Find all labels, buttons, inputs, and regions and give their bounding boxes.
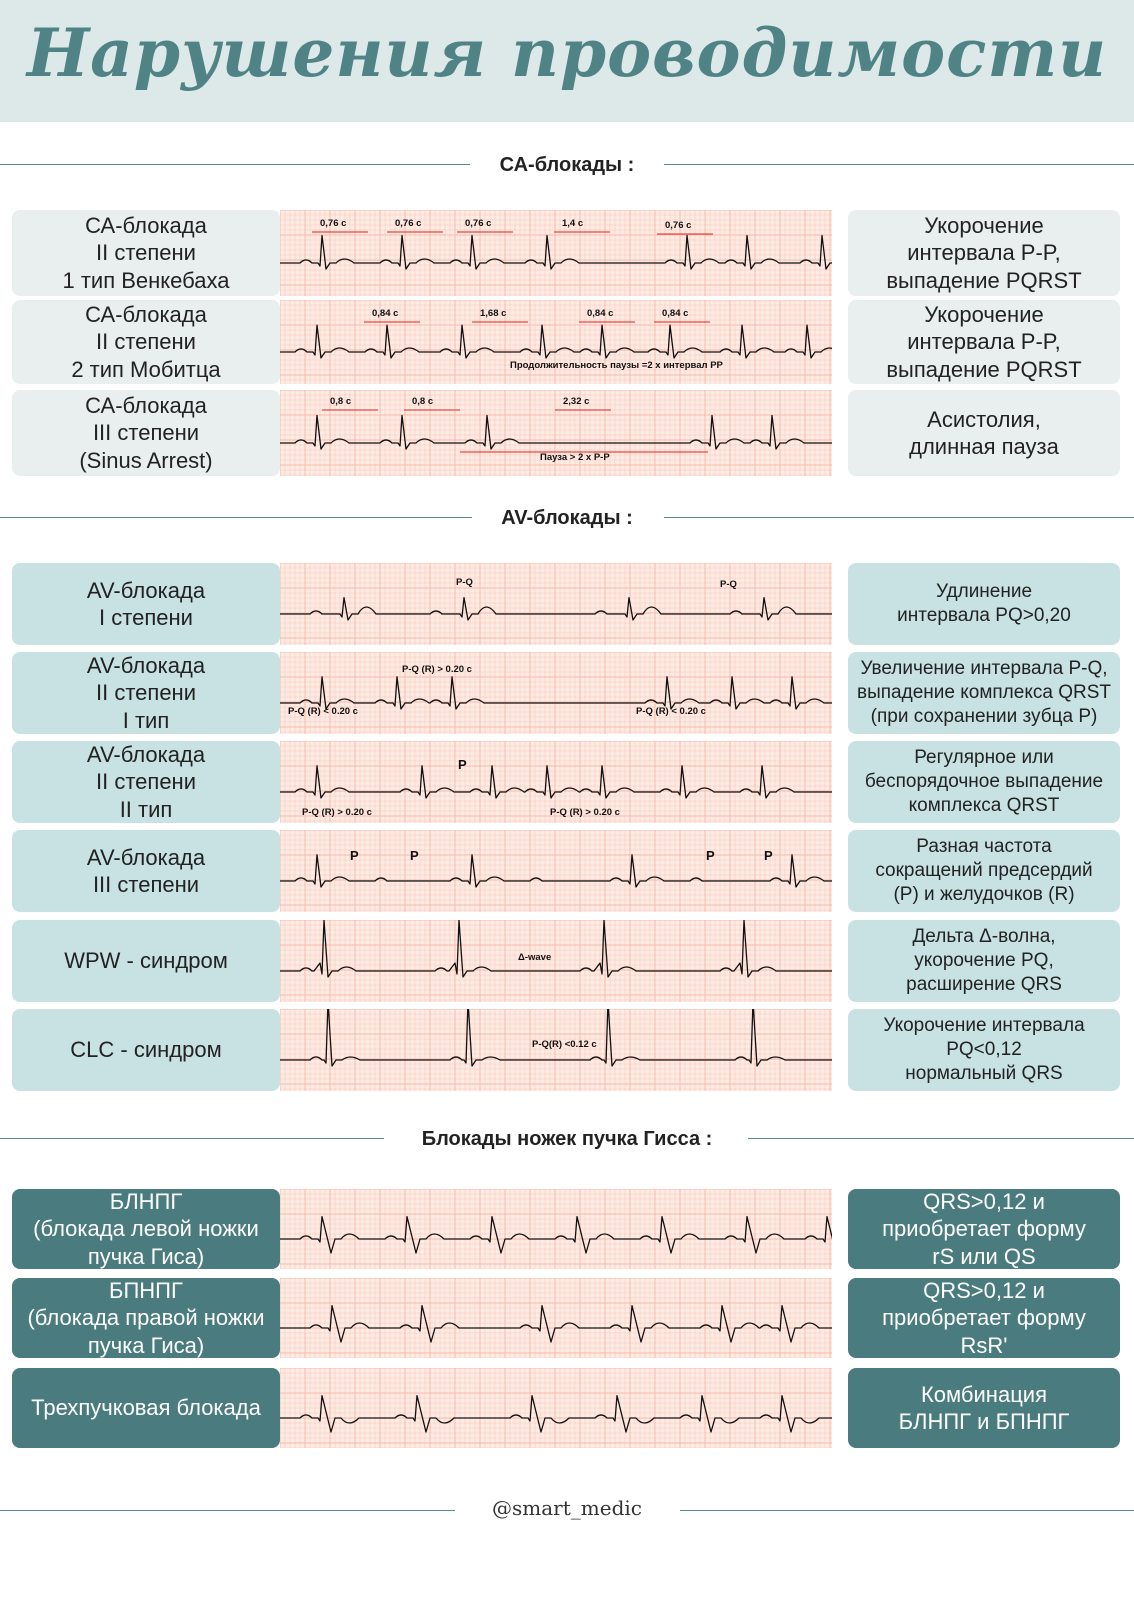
row-label: Трехпучковая блокада <box>12 1368 280 1448</box>
ecg-annotation: 1,68 с <box>480 308 507 319</box>
ecg-strip <box>280 563 832 645</box>
row-label: СА-блокада II степени 2 тип Мобитца <box>12 300 280 384</box>
ecg-strip <box>280 830 832 912</box>
ecg-annotation: 0,84 с <box>372 308 399 319</box>
ecg-annotation: Пауза > 2 х Р-Р <box>540 452 610 463</box>
ecg-strip <box>280 210 832 296</box>
ecg-annotation: 0,8 с <box>412 396 434 407</box>
ecg-strip <box>280 390 832 476</box>
ecg-annotation: P-Q <box>720 579 737 590</box>
row-description: QRS>0,12 и приобретает форму rS или QS <box>848 1189 1120 1269</box>
ecg-annotation: P <box>410 848 419 863</box>
row-2 <box>12 300 1120 384</box>
ecg-annotation: 0,76 с <box>665 220 692 231</box>
ecg-strip <box>280 1278 832 1358</box>
section-header-sa <box>0 150 1134 180</box>
row-9 <box>12 1009 1120 1091</box>
ecg-annotation: P-Q (R) < 0.20 c <box>288 706 358 717</box>
row-label: WPW - синдром <box>12 920 280 1002</box>
row-10 <box>12 1189 1120 1269</box>
ecg-strip <box>280 1009 832 1091</box>
ecg-annotation: 0,8 с <box>330 396 352 407</box>
ecg-annotation: Δ-wave <box>518 952 552 963</box>
row-label: БЛНПГ (блокада левой ножки пучка Гиса) <box>12 1189 280 1269</box>
section-header-av <box>0 503 1134 533</box>
row-label: AV-блокада III степени <box>12 830 280 912</box>
ecg-annotation: P-Q (R) < 0.20 c <box>636 706 706 717</box>
row-description: Дельта Δ-волна, укорочение PQ, расширение QRS <box>848 920 1120 1002</box>
ecg-annotation: 1,4 с <box>562 218 584 229</box>
row-label: AV-блокада II степени I тип <box>12 652 280 734</box>
row-description: Разная частота сокращений предсердий (Р) и желудочков (R) <box>848 830 1120 912</box>
ecg-strip <box>280 652 832 734</box>
ecg-annotation: P <box>458 757 467 772</box>
row-description: Удлинение интервала PQ>0,20 <box>848 563 1120 645</box>
ecg-strip <box>280 920 832 1002</box>
ecg-annotation: 0,76 с <box>465 218 492 229</box>
row-description: Регулярное или беспорядочное выпадение комплекса QRST <box>848 741 1120 823</box>
row-label: AV-блокада I степени <box>12 563 280 645</box>
ecg-annotation: P <box>764 848 773 863</box>
ecg-annotation: 0,76 с <box>320 218 347 229</box>
row-description: Комбинация БЛНПГ и БПНПГ <box>848 1368 1120 1448</box>
row-1 <box>12 210 1120 296</box>
row-12 <box>12 1368 1120 1448</box>
ecg-annotation: 0,84 с <box>662 308 689 319</box>
ecg-annotation: 0,76 с <box>395 218 422 229</box>
row-6 <box>12 741 1120 823</box>
ecg-annotation: P <box>706 848 715 863</box>
ecg-annotation: P-Q (R) > 0.20 c <box>302 807 372 818</box>
row-7 <box>12 830 1120 912</box>
ecg-annotation: P-Q (R) > 0.20 c <box>402 664 472 675</box>
ecg-strip <box>280 1368 832 1448</box>
row-5 <box>12 652 1120 734</box>
row-4 <box>12 563 1120 645</box>
row-description: QRS>0,12 и приобретает форму RsR' <box>848 1278 1120 1358</box>
row-description: Укорочение интервала P-P, выпадение PQRST <box>848 210 1120 296</box>
section-title-bundle: Блокады ножек пучка Гисса : <box>408 1128 727 1151</box>
row-3 <box>12 390 1120 476</box>
ecg-strip <box>280 1189 832 1269</box>
row-8 <box>12 920 1120 1002</box>
row-label: БПНПГ (блокада правой ножки пучка Гиса) <box>12 1278 280 1358</box>
row-label: CLC - синдром <box>12 1009 280 1091</box>
ecg-annotation: 2,32 с <box>563 396 590 407</box>
row-11 <box>12 1278 1120 1358</box>
row-description: Асистолия, длинная пауза <box>848 390 1120 476</box>
row-label: AV-блокада II степени II тип <box>12 741 280 823</box>
ecg-annotation: Продолжительность паузы =2 х интервал РР <box>510 360 723 371</box>
row-label: СА-блокада II степени 1 тип Венкебаха <box>12 210 280 296</box>
section-title-av: AV-блокады : <box>487 507 647 530</box>
ecg-strip <box>280 300 832 384</box>
row-description: Укорочение интервала PQ<0,12 нормальный QRS <box>848 1009 1120 1091</box>
row-description: Увеличение интервала P-Q, выпадение комплекса QRST (при сохранении зубца Р) <box>848 652 1120 734</box>
ecg-annotation: P-Q <box>456 577 473 588</box>
row-description: Укорочение интервала P-P, выпадение PQRST <box>848 300 1120 384</box>
ecg-strip <box>280 741 832 823</box>
section-header-bundle <box>0 1124 1134 1154</box>
ecg-annotation: P <box>350 848 359 863</box>
footer-handle: @smart_medic <box>478 1496 656 1520</box>
ecg-annotation: P-Q (R) > 0.20 c <box>550 807 620 818</box>
ecg-annotation: 0,84 с <box>587 308 614 319</box>
section-title-sa: СА-блокады : <box>486 154 649 177</box>
page-title: Нарушения проводимости <box>26 14 1108 92</box>
ecg-annotation: P-Q(R) <0.12 c <box>532 1039 597 1050</box>
row-label: СА-блокада III степени (Sinus Arrest) <box>12 390 280 476</box>
footer <box>0 1496 1134 1526</box>
